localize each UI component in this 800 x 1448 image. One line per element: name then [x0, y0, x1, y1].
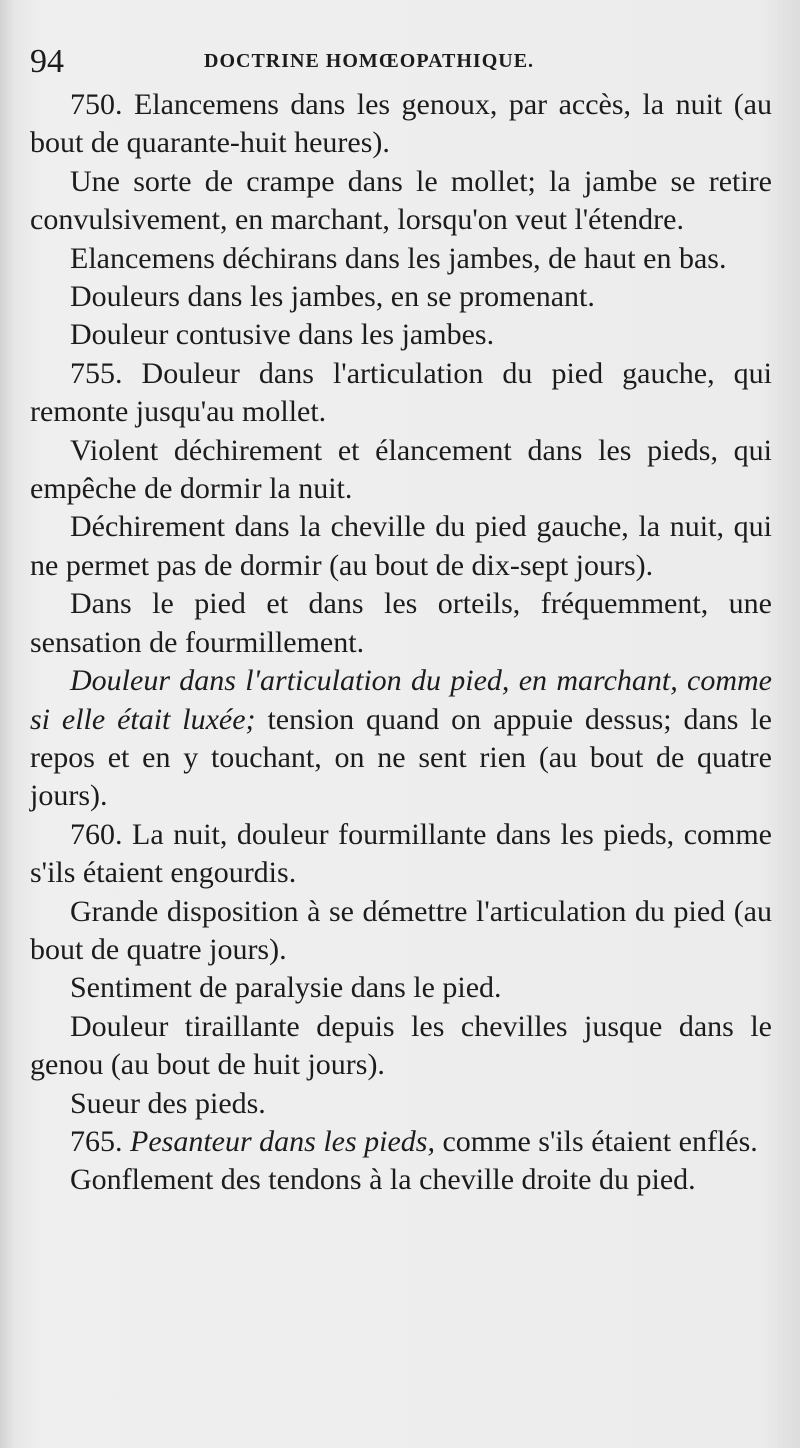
paragraph: Dans le pied et dans les orteils, fréquemment, une sensation de fourmillement.: [30, 587, 772, 659]
paragraph: Douleurs dans les jambes, en se promenant.: [70, 280, 595, 314]
paragraph: 765. Pesanteur dans les pieds, comme s'ils étaient enflés.: [70, 1124, 758, 1158]
paragraph: Sueur des pieds.: [70, 1086, 266, 1120]
paragraph: Grande disposition à se démettre l'articulation du pied (au bout de quatre jours).: [30, 894, 772, 966]
running-title: DOCTRINE HOMŒOPATHIQUE.: [204, 50, 535, 72]
body-text: [30, 86, 772, 1200]
italic-phrase: Douleur dans l'articulation du pied, en marchant, comme si elle était luxée;: [30, 664, 772, 736]
paragraph: Douleur dans l'articulation du pied, en marchant, comme si elle était luxée; tension quand on appuie dessus; dans le repos et en y touchant, on ne sent rien (au bout de quatre jours).: [30, 664, 772, 813]
paragraph: Gonflement des tendons à la cheville droite du pied.: [70, 1163, 696, 1197]
page-number: 94: [30, 43, 64, 80]
paragraph: 760. La nuit, douleur fourmillante dans les pieds, comme s'ils étaient engourdis.: [30, 817, 772, 890]
paragraph: Sentiment de paralysie dans le pied.: [70, 971, 502, 1005]
paragraph: Une sorte de crampe dans le mollet; la jambe se retire convulsivement, en marchant, lorsqu'on veut l'étendre.: [30, 164, 772, 237]
paragraph: Douleur tiraillante depuis les chevilles jusque dans le genou (au bout de huit jours).: [30, 1009, 772, 1082]
paragraph: 750. Elancemens dans les genoux, par accès, la nuit (au bout de quarante-huit heures).: [30, 88, 772, 160]
paragraph: Violent déchirement et élancement dans les pieds, qui empêche de dormir la nuit.: [30, 433, 772, 506]
italic-phrase: Pesanteur dans les pieds,: [130, 1124, 435, 1158]
paragraph: 755. Douleur dans l'articulation du pied gauche, qui remonte jusqu'au mollet.: [30, 356, 772, 429]
page-header: [28, 40, 768, 84]
paragraph: Déchirement dans la cheville du pied gauche, la nuit, qui ne permet pas de dormir (au bout de dix-sept jours).: [30, 510, 772, 582]
paragraph: Douleur contusive dans les jambes.: [70, 318, 495, 352]
paragraph: Elancemens déchirans dans les jambes, de haut en bas.: [70, 241, 727, 275]
